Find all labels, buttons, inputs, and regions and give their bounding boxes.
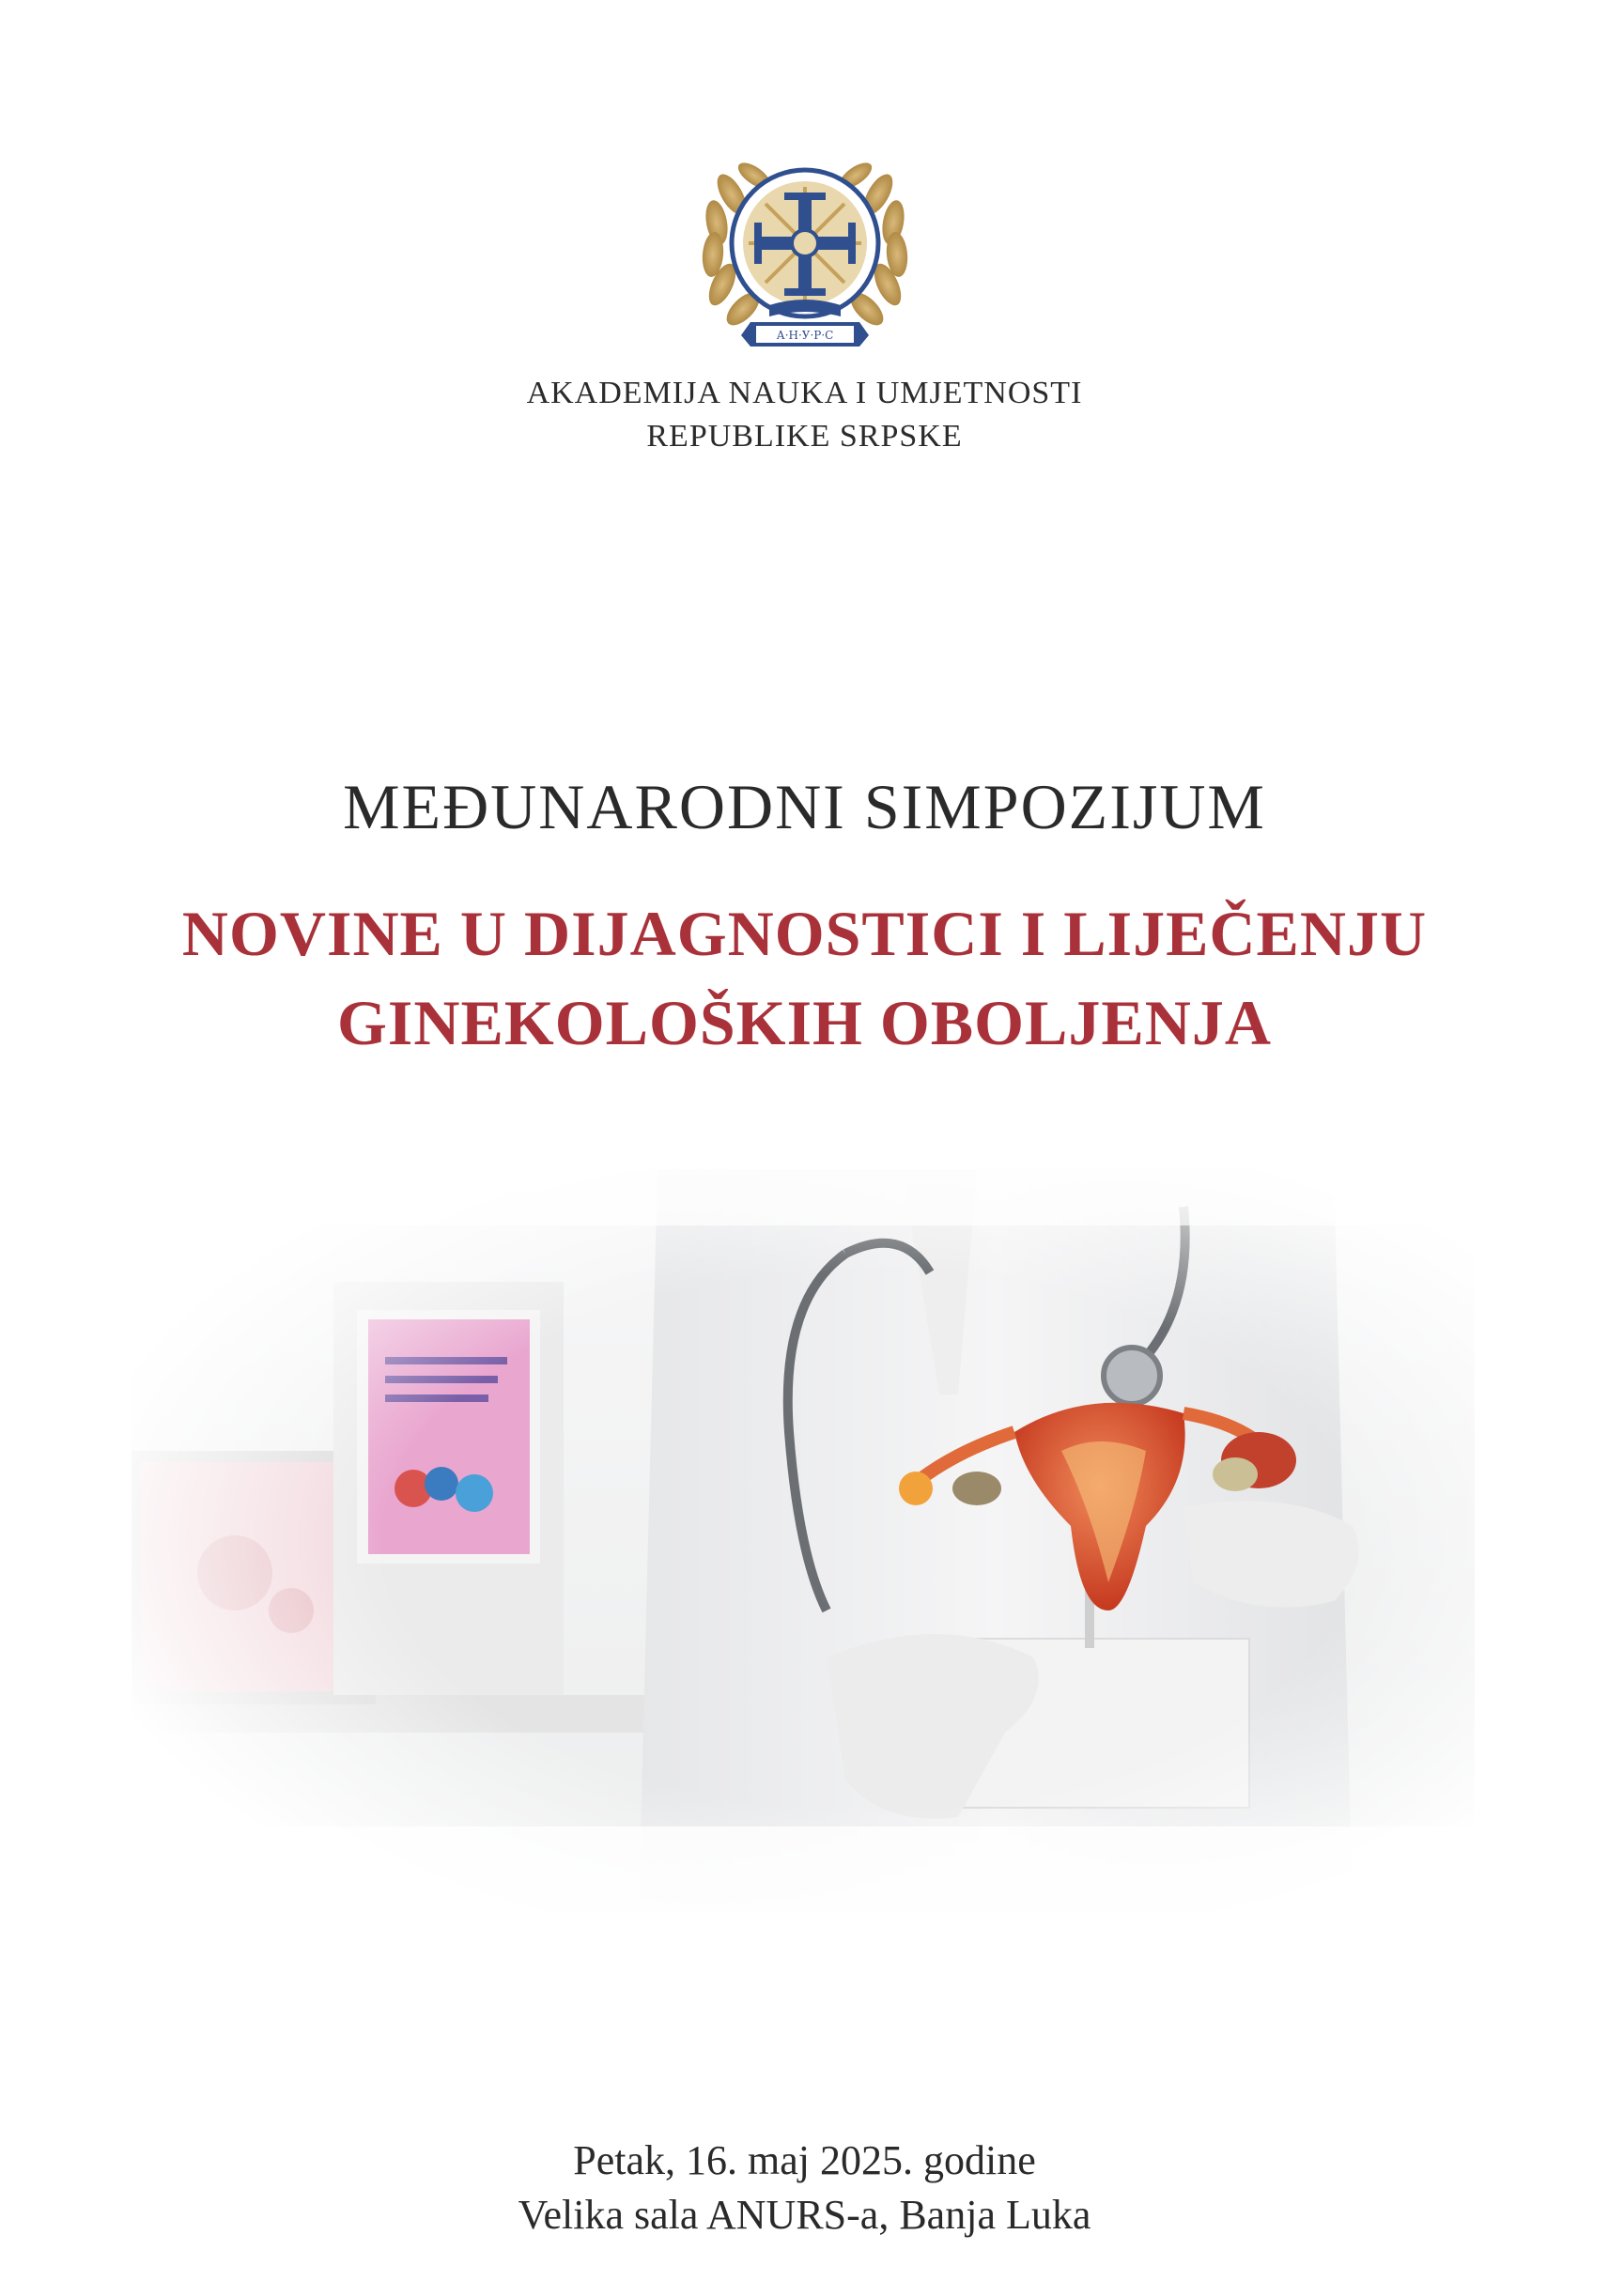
- event-date: Petak, 16. maj 2025. godine: [573, 2137, 1036, 2183]
- seal-inscription: А·Н·У·Р·С: [776, 329, 834, 342]
- event-type-heading: MEĐUNARODNI SIMPOZIJUM: [343, 771, 1266, 842]
- event-title-line1: NOVINE U DIJAGNOSTICI I LIJEČENJU: [181, 898, 1428, 969]
- event-venue: Velika sala ANURS-a, Banja Luka: [518, 2192, 1091, 2238]
- doctor-uterus-model-photo: [132, 1169, 1475, 1911]
- academy-name-line2: REPUBLIKE SRPSKE: [646, 419, 963, 454]
- academy-seal-logo: [694, 138, 916, 360]
- academy-name-line1: AKADEMIJA NAUKA I UMJETNOSTI: [526, 376, 1083, 410]
- event-title-line2: GINEKOLOŠKIH OBOLJENJA: [337, 987, 1272, 1058]
